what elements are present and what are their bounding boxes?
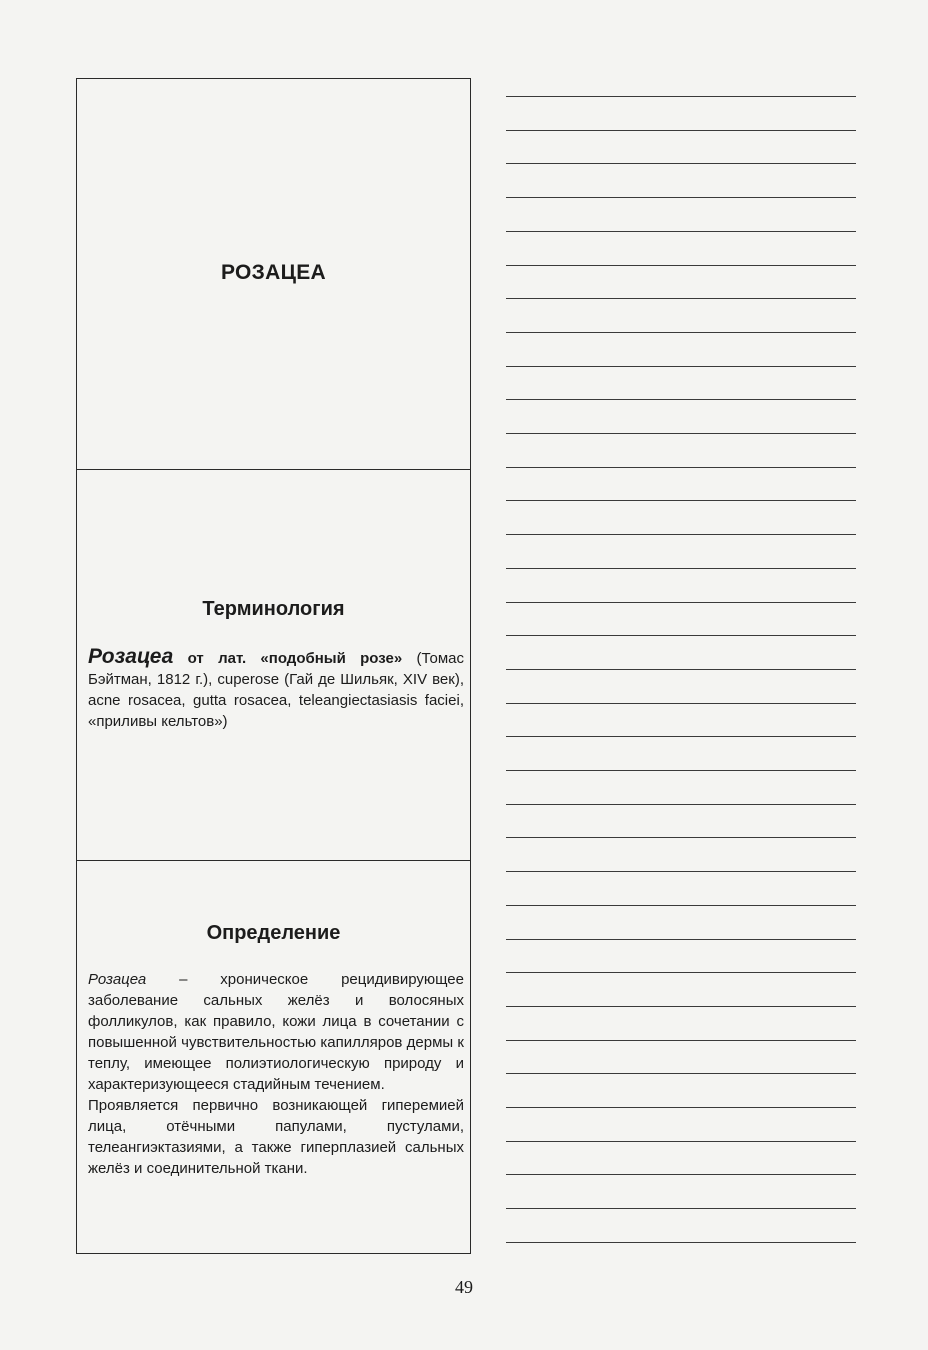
note-line xyxy=(506,669,856,670)
note-line xyxy=(506,366,856,367)
note-line xyxy=(506,568,856,569)
note-line xyxy=(506,332,856,333)
terminology-lead-term: Розацеа xyxy=(88,645,174,668)
note-line xyxy=(506,1174,856,1175)
note-line xyxy=(506,703,856,704)
page-number: 49 xyxy=(455,1277,473,1297)
note-line xyxy=(506,1040,856,1041)
note-line xyxy=(506,871,856,872)
note-line xyxy=(506,1073,856,1074)
note-lines xyxy=(506,0,856,1350)
definition-text-2: Проявляется первично возникающей гиперемией лица, отёчными папулами, пустулами, телеангиэктазиями, а также гиперплазией сальных желёз и соединительной ткани. xyxy=(88,1097,464,1177)
note-line xyxy=(506,1006,856,1007)
note-line xyxy=(506,939,856,940)
note-line xyxy=(506,635,856,636)
note-line xyxy=(506,770,856,771)
note-line xyxy=(506,1107,856,1108)
note-line xyxy=(506,96,856,97)
note-line xyxy=(506,1141,856,1142)
definition-section xyxy=(77,860,470,1252)
terminology-heading: Терминология xyxy=(202,598,345,620)
terminology-origin: от лат. «подобный розе» xyxy=(187,650,403,667)
note-line xyxy=(506,905,856,906)
note-line xyxy=(506,804,856,805)
note-line xyxy=(506,1242,856,1243)
note-line xyxy=(506,736,856,737)
note-line xyxy=(506,500,856,501)
note-line xyxy=(506,265,856,266)
note-line xyxy=(506,163,856,164)
note-line xyxy=(506,130,856,131)
content-box xyxy=(76,78,471,1254)
note-line xyxy=(506,467,856,468)
note-line xyxy=(506,534,856,535)
note-line xyxy=(506,197,856,198)
page-title: РОЗАЦЕА xyxy=(221,261,326,284)
note-line xyxy=(506,602,856,603)
note-line xyxy=(506,231,856,232)
definition-term: Розацеа xyxy=(88,971,147,988)
note-line xyxy=(506,1208,856,1209)
title-section xyxy=(77,79,470,469)
definition-paragraph xyxy=(88,969,464,1179)
definition-heading: Определение xyxy=(206,922,341,944)
terminology-section xyxy=(77,469,470,860)
note-line xyxy=(506,298,856,299)
note-line xyxy=(506,399,856,400)
note-line xyxy=(506,972,856,973)
note-line xyxy=(506,433,856,434)
note-line xyxy=(506,837,856,838)
terminology-paragraph xyxy=(88,646,464,732)
terminology-text: (Томас Бэйтман, 1812 г.), cuperose (Гай де Шильяк, XIV век), acne rosacea, gutta rosacea, teleangiectasiasis faciei, «приливы кельтов») xyxy=(88,650,464,730)
definition-text-1: – хроническое рецидивирующее заболевание сальных желёз и волосяных фолликулов, как правило, кожи лица в сочетании с повышенной чувствительностью капилляров дермы к теплу, имеющее полиэтиологическую природу и характеризующееся стадийным течением. xyxy=(88,971,464,1093)
